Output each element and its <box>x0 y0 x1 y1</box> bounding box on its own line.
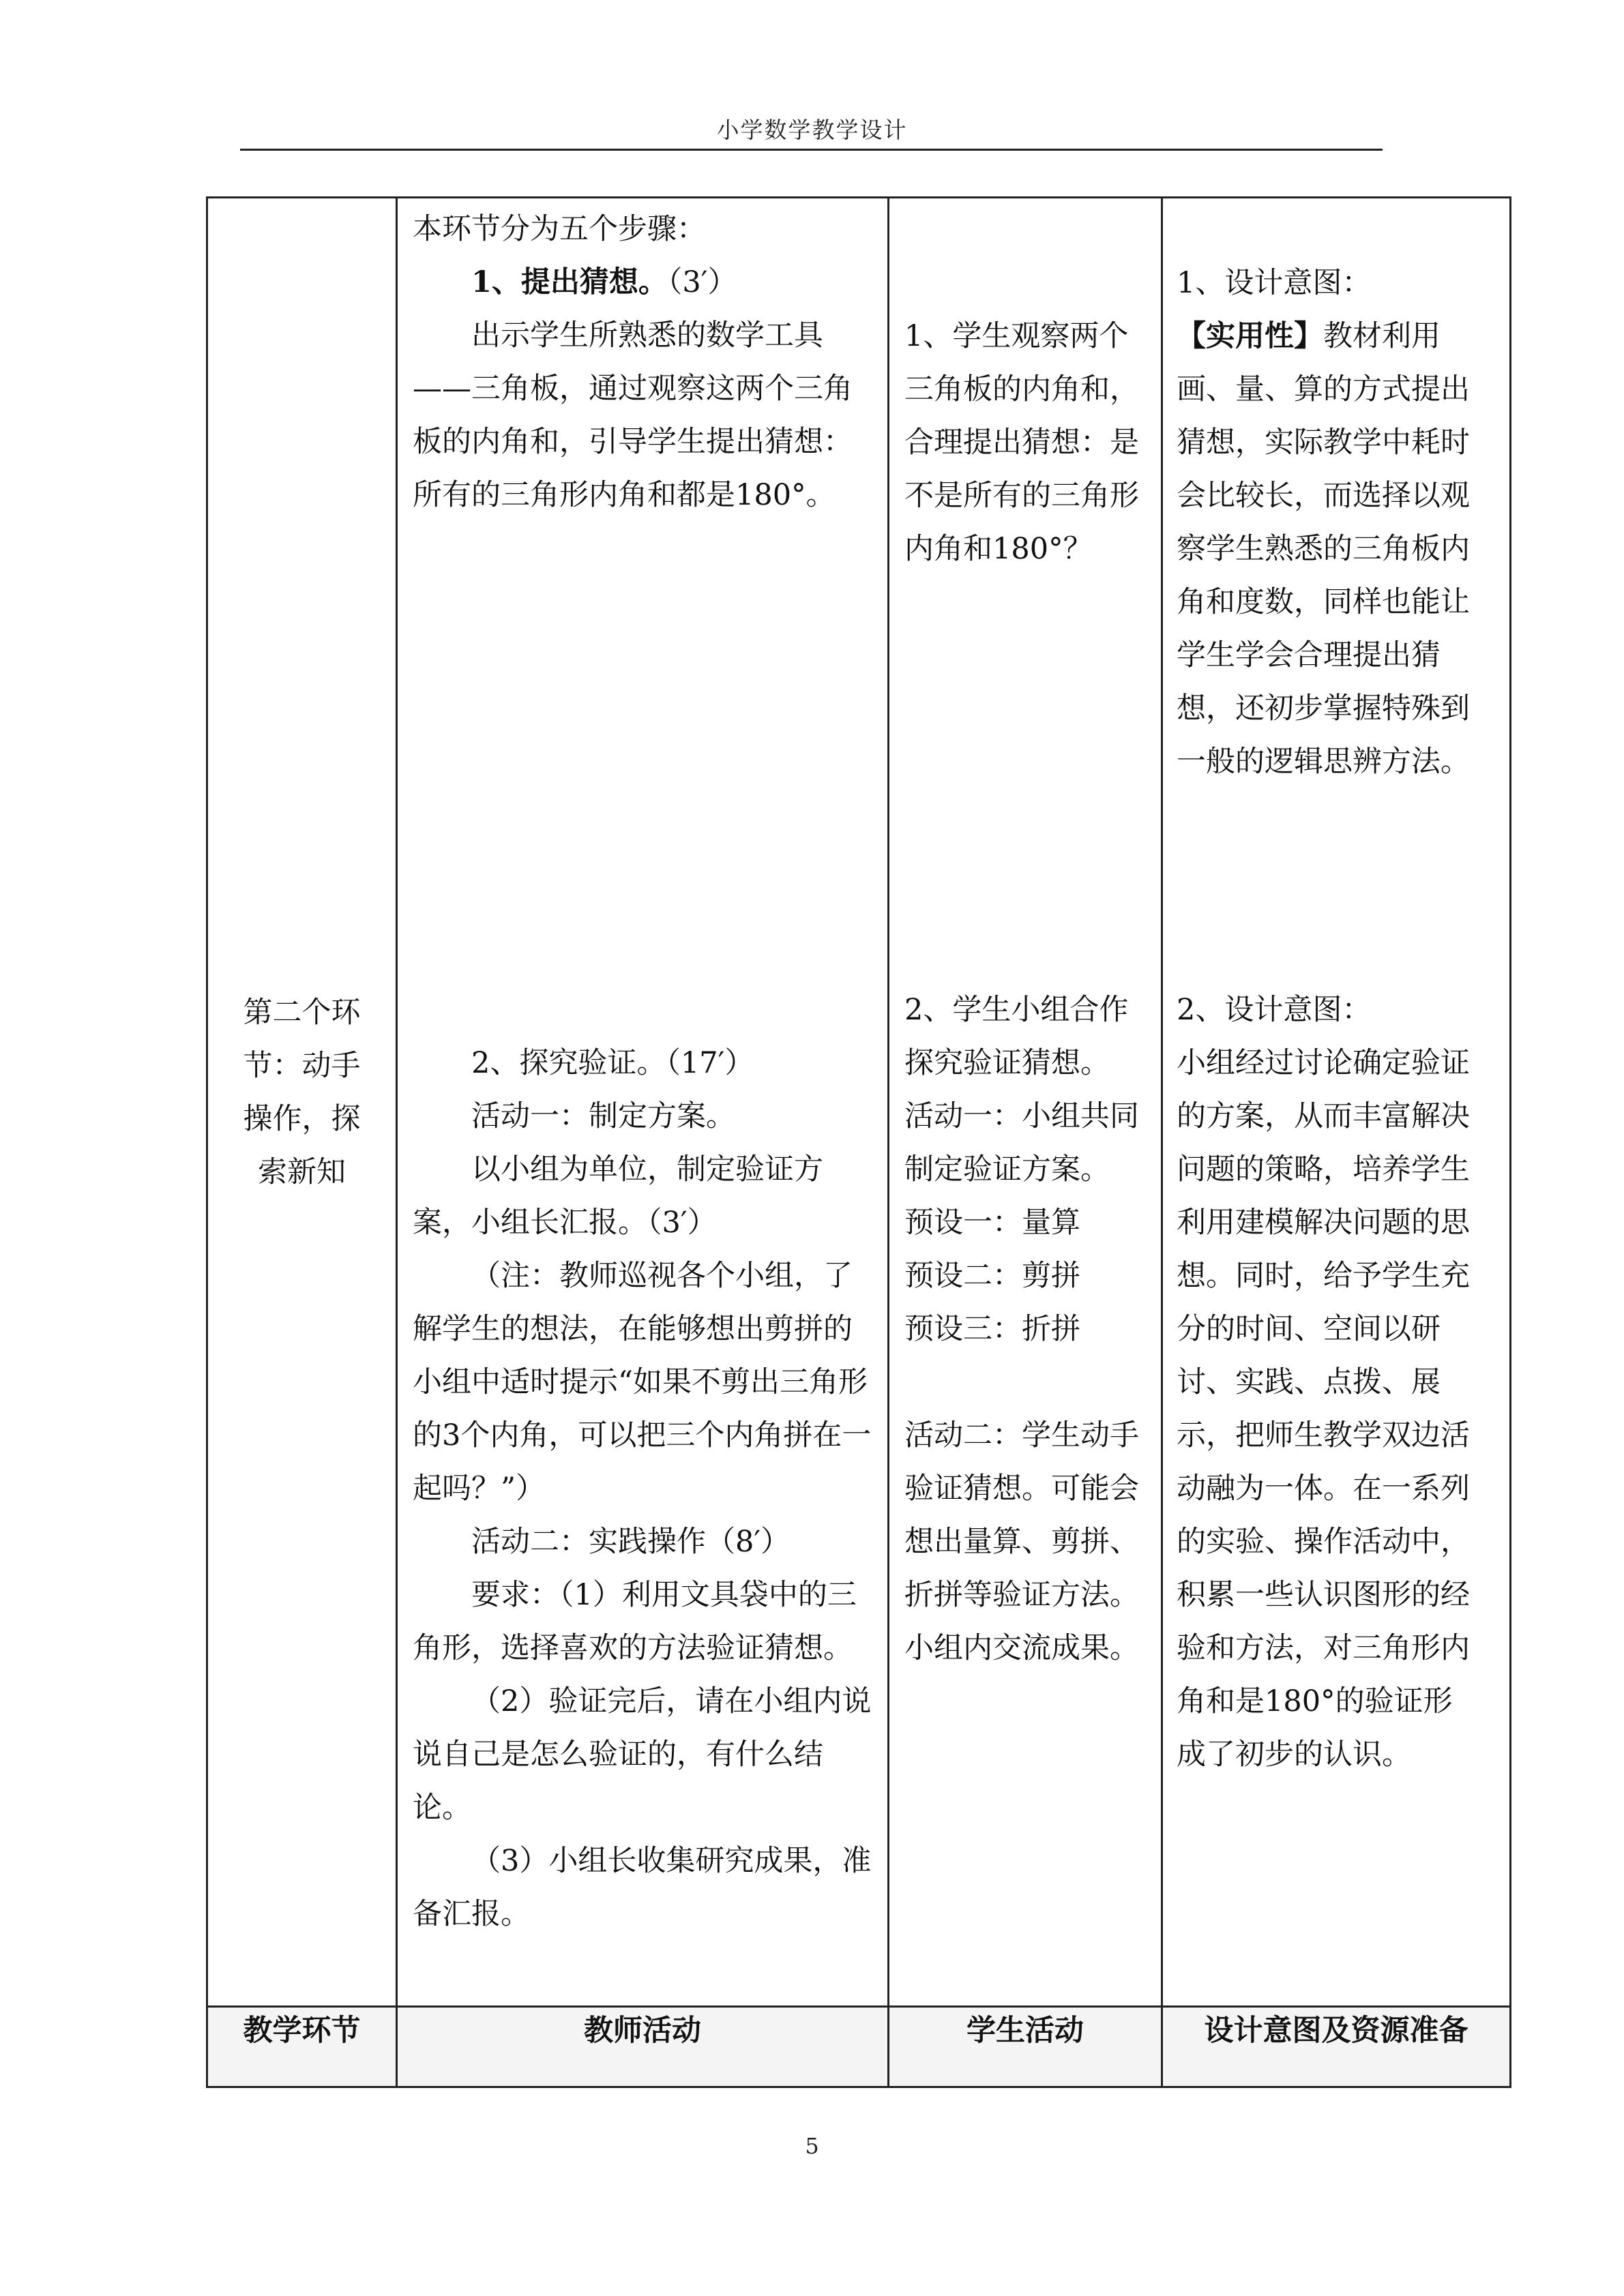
activity1-body: 以小组为单位，制定验证方案，小组长汇报。（3′） <box>413 1152 823 1240</box>
requirement-2: （2）验证完后，请在小组内说说自己是怎么验证的，有什么结论。 <box>413 1684 872 1825</box>
design-part1-keyword: 【实用性】 <box>1177 319 1323 353</box>
student-part2-block <box>904 983 1143 1675</box>
design-part1-block <box>1177 256 1477 788</box>
stage-line: 节：动手 <box>243 1049 361 1083</box>
design-part1-body: 教材利用画、量、算的方式提出猜想，实际教学中耗时会比较长，而选择以观察学生熟悉的三角板内角和度数，同样也能让学生学会合理提出猜想，还初步掌握特殊到一般的逻辑思辨方法。 <box>1177 319 1470 779</box>
student-activity2: 活动二：学生动手验证猜想。可能会想出量算、剪拼、折拼等验证方法。小组内交流成果。 <box>904 1418 1139 1665</box>
student-activity1: 活动一：小组共同制定验证方案。 <box>904 1099 1139 1187</box>
column-header-design: 设计意图及资源准备 <box>1162 2007 1511 2087</box>
preset-item: 预设一：量算 <box>904 1206 1080 1240</box>
activity1-note: （注：教师巡视各个小组，了解学生的想法，在能够想出剪拼的小组中适时提示“如果不剪出三角形的3个内角，可以把三个内角拼在一起吗？”） <box>413 1259 872 1506</box>
column-header-teacher: 教师活动 <box>397 2007 889 2087</box>
column-header-stage: 教学环节 <box>207 2007 397 2087</box>
header-divider <box>240 149 1383 151</box>
page-number: 5 <box>805 2133 819 2159</box>
step2-title: 2、探究验证。（17′） <box>471 1046 754 1080</box>
column-header-student: 学生活动 <box>889 2007 1162 2087</box>
preset-item: 预设二：剪拼 <box>904 1259 1080 1293</box>
step1-title: 1、提出猜想。 <box>471 265 668 299</box>
student-part2-title: 2、学生小组合作探究验证猜想。 <box>904 993 1129 1080</box>
design-part2-block <box>1177 983 1477 1781</box>
student-part1: 1、学生观察两个三角板的内角和，合理提出猜想：是不是所有的三角形内角和180°？ <box>904 319 1139 566</box>
spacer <box>904 1356 1143 1409</box>
stage-cell <box>207 198 397 2007</box>
stage-line: 操作，探 <box>243 1102 361 1136</box>
teacher-activity-cell <box>397 198 889 2007</box>
design-intent-cell <box>1162 198 1511 2007</box>
student-activity-cell <box>889 198 1162 2007</box>
design-part1-text <box>1177 310 1477 788</box>
teacher-step1-block <box>413 203 874 522</box>
teacher-intro: 本环节分为五个步骤： <box>413 212 706 246</box>
stage-line: 第二个环 <box>243 996 361 1030</box>
design-part2-title: 2、设计意图： <box>1177 993 1372 1027</box>
step1-body: 出示学生所熟悉的数学工具——三角板，通过观察这两个三角板的内角和，引导学生提出猜想：所有的三角形内角和都是180°。 <box>413 318 853 512</box>
lesson-plan-table <box>206 196 1511 2088</box>
table-header-row <box>207 2007 1511 2087</box>
preset-item: 预设三：折拼 <box>904 1312 1080 1346</box>
document-header-title: 小学数学教学设计 <box>716 117 908 143</box>
teacher-step2-block <box>413 1037 874 1941</box>
activity2-title: 活动二：实践操作（8′） <box>471 1525 791 1559</box>
step1-time: （3′） <box>667 265 737 299</box>
requirement-1: 要求：（1）利用文具袋中的三角形，选择喜欢的方法验证猜想。 <box>413 1578 857 1665</box>
stage-line: 索新知 <box>258 1155 346 1189</box>
requirement-3: （3）小组长收集研究成果，准备汇报。 <box>413 1844 872 1931</box>
stage-label <box>208 986 396 1199</box>
step1-heading <box>413 256 874 309</box>
design-part2-body: 小组经过讨论确定验证的方案，从而丰富解决问题的策略，培养学生利用建模解决问题的思想。同时，给予学生充分的时间、空间以研讨、实践、点拨、展示，把师生教学双边活动融为一体。在一系列的实验、操作活动中，积累一些认识图形的经验和方法，对三角形内角和是180°的验证形成了初步的认识。 <box>1177 1046 1470 1772</box>
design-part1-title: 1、设计意图： <box>1177 266 1372 300</box>
activity1-title: 活动一：制定方案。 <box>471 1099 735 1133</box>
table-row <box>207 198 1511 2007</box>
